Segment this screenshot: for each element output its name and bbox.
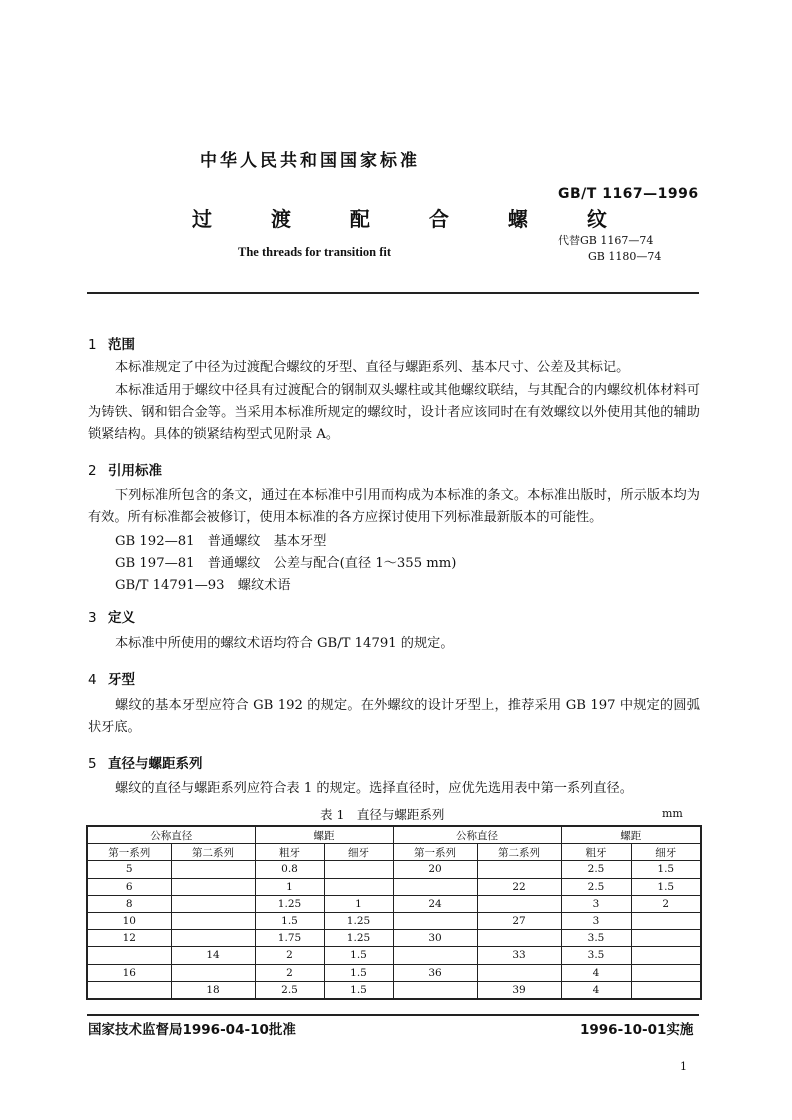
table-cell: 1.25: [324, 912, 393, 929]
header-coarse: 粗牙: [561, 844, 631, 861]
section-number: 5: [88, 756, 97, 772]
section-number: 2: [88, 463, 97, 479]
table-cell: 4: [561, 964, 631, 981]
replaces-line-2: GB 1180—74: [588, 250, 662, 263]
header-fine: 细牙: [631, 844, 701, 861]
header-nominal-diameter: 公称直径: [87, 826, 255, 844]
section-3-heading: [88, 606, 135, 626]
table-cell: 3: [561, 895, 631, 912]
table-cell: 3.5: [561, 930, 631, 947]
section-title: 引用标准: [108, 463, 162, 479]
page-number: 1: [680, 1060, 687, 1073]
table-cell: 2.5: [255, 981, 324, 999]
table-cell: 2.5: [561, 861, 631, 878]
table-cell: [631, 981, 701, 999]
table-cell: 14: [171, 947, 255, 964]
english-title: The threads for transition fit: [238, 245, 392, 259]
header-divider: [87, 292, 699, 294]
section-1-paragraph-2: 本标准适用于螺纹中径具有过渡配合的钢制双头螺柱或其他螺纹联结，与其配合的内螺纹机体材料可为铸铁、钢和铝合金等。当采用本标准所规定的螺纹时，设计者应该同时在有效螺纹以外使用其他的辅助锁紧结构。具体的锁紧结构型式见附录 A。: [88, 383, 700, 442]
table-cell: [171, 895, 255, 912]
table-cell: 0.8: [255, 861, 324, 878]
standard-number: GB/T 1167—1996: [558, 186, 699, 202]
table-cell: 36: [393, 964, 477, 981]
table-cell: 1.25: [324, 930, 393, 947]
table-cell: 1.5: [324, 981, 393, 999]
table-cell: [477, 930, 561, 947]
table-cell: 18: [171, 981, 255, 999]
table-cell: 1.5: [255, 912, 324, 929]
header-second-series: 第二系列: [171, 844, 255, 861]
table-cell: 3: [561, 912, 631, 929]
table-cell: [631, 930, 701, 947]
table-cell: 12: [87, 930, 171, 947]
table-cell: 22: [477, 878, 561, 895]
table-caption: 表 1 直径与螺距系列: [320, 807, 445, 822]
section-number: 1: [88, 337, 97, 353]
table-cell: 1.75: [255, 930, 324, 947]
approval-date: 国家技术监督局1996-04-10批准: [88, 1022, 296, 1038]
section-5-paragraph-1: 螺纹的直径与螺距系列应符合表 1 的规定。选择直径时，应优先选用表中第一系列直径。: [115, 781, 633, 796]
reference-item: GB/T 14791—93 螺纹术语: [115, 578, 291, 593]
header-first-series: 第一系列: [87, 844, 171, 861]
footer-divider: [87, 1014, 699, 1016]
table-cell: [393, 912, 477, 929]
table-cell: 8: [87, 895, 171, 912]
issuing-organization: 中华人民共和国国家标准: [200, 151, 420, 171]
section-4-paragraph-1: 螺纹的基本牙型应符合 GB 192 的规定。在外螺纹的设计牙型上，推荐采用 GB 197 中规定的圆弧状牙底。: [88, 698, 700, 735]
section-title: 范围: [108, 337, 135, 353]
replaces-line-1: 代替GB 1167—74: [558, 234, 654, 247]
diameter-pitch-table: [86, 825, 702, 1000]
section-2-heading: [88, 459, 162, 479]
table-cell: 33: [477, 947, 561, 964]
table-unit: mm: [662, 807, 683, 820]
header-second-series: 第二系列: [477, 844, 561, 861]
table-cell: 1.5: [631, 878, 701, 895]
reference-item: GB 192—81 普通螺纹 基本牙型: [115, 534, 327, 549]
table-cell: 6: [87, 878, 171, 895]
table-cell: [87, 981, 171, 999]
document-title: 过 渡 配 合 螺 纹: [192, 207, 633, 231]
section-3-paragraph-1: 本标准中所使用的螺纹术语均符合 GB/T 14791 的规定。: [115, 636, 454, 651]
section-title: 定义: [108, 610, 135, 626]
header-nominal-diameter: 公称直径: [393, 826, 561, 844]
table-cell: 2: [255, 964, 324, 981]
table-row: [87, 930, 701, 947]
table-cell: [171, 964, 255, 981]
header-pitch: 螺距: [255, 826, 393, 844]
table-cell: 1.5: [324, 964, 393, 981]
table-cell: [87, 947, 171, 964]
table-row: [87, 912, 701, 929]
table-cell: [477, 964, 561, 981]
table-cell: [393, 981, 477, 999]
section-5-heading: [88, 752, 203, 772]
table-cell: 2.5: [561, 878, 631, 895]
table-cell: 2: [631, 895, 701, 912]
table-cell: [477, 895, 561, 912]
table-cell: [631, 964, 701, 981]
table-cell: [631, 912, 701, 929]
reference-item: GB 197—81 普通螺纹 公差与配合(直径 1～355 mm): [115, 556, 457, 571]
table-cell: 10: [87, 912, 171, 929]
section-title: 牙型: [108, 672, 135, 688]
table-cell: 3.5: [561, 947, 631, 964]
effective-date: 1996-10-01实施: [580, 1022, 694, 1038]
table-cell: 27: [477, 912, 561, 929]
table-cell: 1: [324, 895, 393, 912]
table-cell: [393, 878, 477, 895]
table-cell: [171, 912, 255, 929]
section-2-paragraph-1: 下列标准所包含的条文，通过在本标准中引用而构成为本标准的条文。本标准出版时，所示版本均为有效。所有标准都会被修订，使用本标准的各方应探讨使用下列标准最新版本的可能性。: [88, 488, 700, 525]
table-cell: [171, 861, 255, 878]
table-cell: [171, 930, 255, 947]
table-cell: 24: [393, 895, 477, 912]
table-cell: 1.25: [255, 895, 324, 912]
table-cell: [631, 947, 701, 964]
table-cell: [324, 878, 393, 895]
section-number: 3: [88, 610, 97, 626]
table-cell: [393, 947, 477, 964]
table-cell: 4: [561, 981, 631, 999]
table-cell: 1.5: [324, 947, 393, 964]
section-4-heading: [88, 668, 135, 688]
table-cell: 39: [477, 981, 561, 999]
table-cell: 16: [87, 964, 171, 981]
section-number: 4: [88, 672, 97, 688]
table-row: [87, 861, 701, 878]
header-pitch: 螺距: [561, 826, 701, 844]
table-cell: 20: [393, 861, 477, 878]
table-cell: [477, 861, 561, 878]
table-cell: [324, 861, 393, 878]
section-title: 直径与螺距系列: [108, 756, 203, 772]
table-cell: 2: [255, 947, 324, 964]
table-row: [87, 981, 701, 999]
section-1-paragraph-1: 本标准规定了中径为过渡配合螺纹的牙型、直径与螺距系列、基本尺寸、公差及其标记。: [115, 360, 630, 375]
table-cell: 1.5: [631, 861, 701, 878]
table-cell: [171, 878, 255, 895]
table-row: [87, 878, 701, 895]
header-first-series: 第一系列: [393, 844, 477, 861]
table-cell: 30: [393, 930, 477, 947]
section-1-heading: [88, 333, 135, 353]
table-row: [87, 964, 701, 981]
table-row: [87, 947, 701, 964]
header-coarse: 粗牙: [255, 844, 324, 861]
table-cell: 5: [87, 861, 171, 878]
table-cell: 1: [255, 878, 324, 895]
header-fine: 细牙: [324, 844, 393, 861]
table-row: [87, 895, 701, 912]
